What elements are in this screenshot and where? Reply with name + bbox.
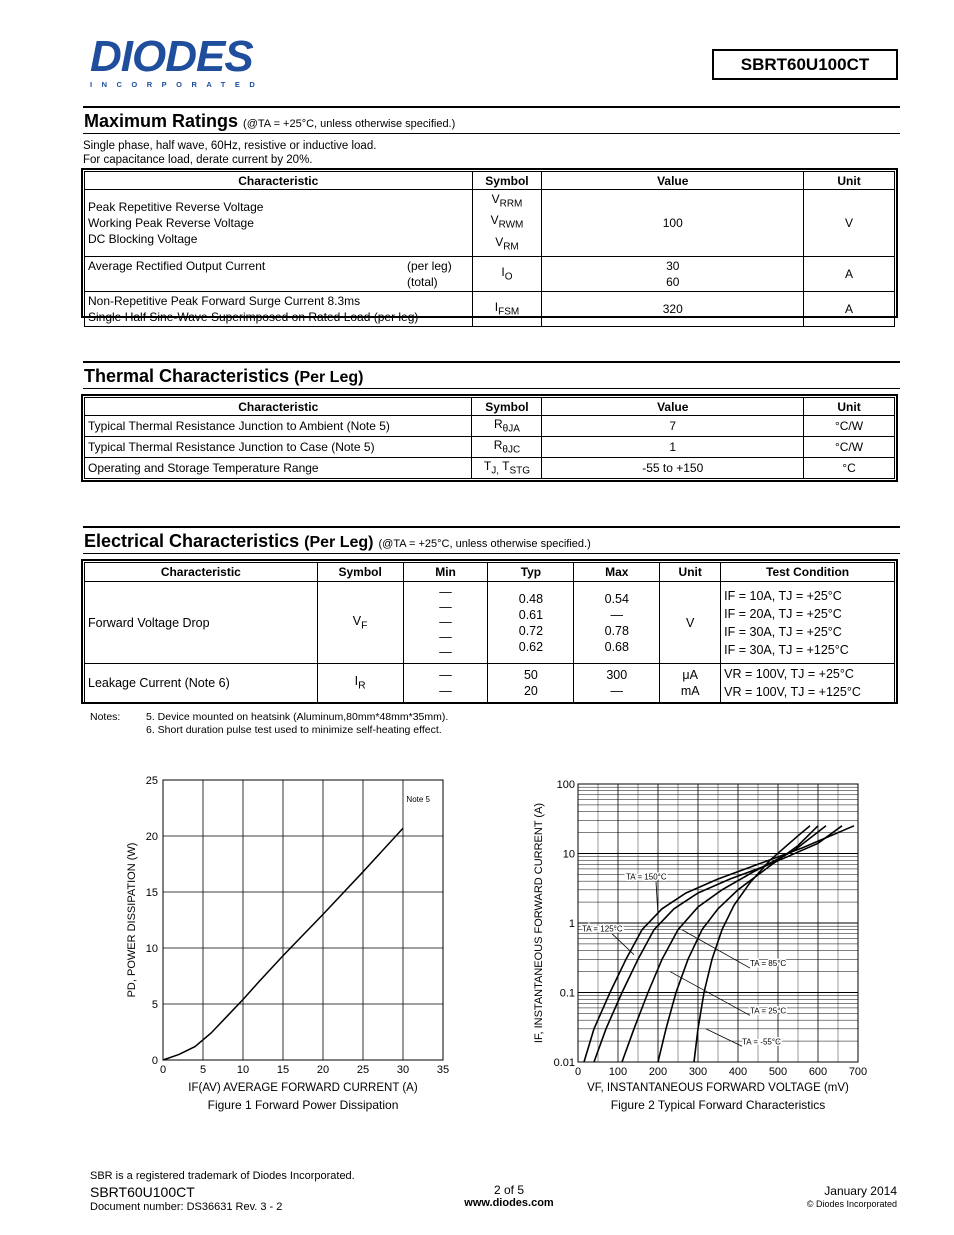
max-cell — [574, 664, 660, 703]
x-tick-label: 35 — [436, 1064, 450, 1076]
unit-cell: A — [804, 257, 895, 292]
x-tick-label: 500 — [768, 1066, 788, 1078]
series-label-leader — [706, 1029, 742, 1046]
x-tick-label: 15 — [276, 1064, 290, 1076]
min-cell — [403, 582, 488, 664]
min-value: — — [439, 600, 452, 614]
thermal-table — [84, 397, 895, 479]
max-value: 0.68 — [604, 639, 629, 654]
x-tick-label: 0 — [574, 1066, 582, 1078]
min-value: — — [439, 630, 452, 644]
footer-page: 2 of 5 — [493, 1183, 525, 1197]
table-cell: Operating and Storage Temperature Range — [85, 458, 472, 479]
x-tick-label: 10 — [236, 1064, 250, 1076]
table-cell: Leakage Current (Note 6) — [85, 664, 318, 703]
x-tick-label: 300 — [688, 1066, 708, 1078]
value-cell — [542, 257, 804, 292]
max-ratings-title — [84, 111, 455, 132]
section-rule — [83, 106, 900, 108]
col-header: Unit — [660, 563, 721, 582]
chart-title: Figure 2 Typical Forward Characteristics — [610, 1098, 826, 1112]
symbol-cell: $I_R$ — [317, 664, 403, 703]
x-tick-label: 100 — [608, 1066, 628, 1078]
series-label: TA = -55°C — [742, 1037, 781, 1047]
test-condition: IF = 30A, TJ = +25°C — [724, 624, 842, 639]
test-condition-cell — [721, 582, 895, 664]
footer-copyright: © Diodes Incorporated — [806, 1199, 897, 1209]
typ-value: 20 — [523, 684, 538, 698]
section-rule-thin — [83, 553, 900, 554]
electrical-condition: (@TA = +25°C, unless otherwise specified.) — [378, 538, 591, 550]
min-value: — — [439, 585, 452, 599]
section-rule — [83, 526, 900, 528]
test-condition: VR = 100V, TJ = +25°C — [724, 667, 854, 681]
max-value: 0.54 — [604, 591, 629, 606]
col-header: Max — [574, 563, 660, 582]
min-cell — [403, 664, 488, 703]
symbol-cell: $T_{J,}$ $T_{STG}$ — [472, 458, 542, 479]
section-rule — [83, 361, 900, 363]
unit-cell: °C/W — [804, 416, 895, 437]
electrical-heading: Electrical Characteristics — [84, 531, 300, 551]
max-ratings-condition: (@TA = +25°C, unless otherwise specified.) — [243, 118, 456, 130]
min-value: — — [439, 668, 452, 682]
series-label: TA = 25°C — [750, 1006, 787, 1016]
unit-cell: °C/W — [804, 437, 895, 458]
y-tick-label: 5 — [151, 999, 158, 1011]
table-cell — [85, 292, 473, 327]
section-rule-thin — [83, 133, 900, 134]
x-tick-label: 700 — [848, 1066, 868, 1078]
figure-2-plot — [533, 779, 867, 1112]
logo-text: DIODES — [90, 32, 253, 81]
col-header: Value — [542, 172, 804, 190]
series-label: TA = 150°C — [626, 872, 667, 882]
value-per-leg: 30 — [666, 259, 680, 274]
typ-value: 0.72 — [518, 623, 544, 638]
min-value: — — [439, 615, 452, 629]
test-condition: VR = 100V, TJ = +125°C — [724, 685, 861, 699]
table-cell: Typical Thermal Resistance Junction to Ambient (Note 5) — [85, 416, 472, 437]
note-annotation: Note 5 — [406, 795, 430, 804]
symbol-cell: $R_{\theta JA}$ — [472, 416, 542, 437]
value-cell: 100 — [542, 190, 804, 257]
test-condition: IF = 20A, TJ = +25°C — [724, 606, 842, 621]
footer-trademark: SBR is a registered trademark of Diodes Incorporated. — [90, 1170, 355, 1182]
footer-part: SBRT60U100CT — [90, 1184, 195, 1200]
max-ratings-heading: Maximum Ratings — [84, 111, 239, 131]
part-number-box: SBRT60U100CT — [712, 49, 898, 80]
col-header: Symbol — [472, 398, 542, 416]
unit-cell: V — [660, 582, 721, 664]
footer-url[interactable]: www.diodes.com — [464, 1197, 554, 1209]
series-label: TA = 125°C — [582, 924, 623, 934]
unit-cell: V — [804, 190, 895, 257]
symbol-cell: $V_F$ — [317, 582, 403, 664]
y-tick-label: 1 — [568, 918, 575, 930]
x-tick-label: 5 — [199, 1064, 207, 1076]
y-tick-label: 25 — [145, 775, 158, 787]
col-header: Characteristic — [85, 563, 318, 582]
unit-cell — [660, 664, 721, 703]
max-value: — — [610, 607, 624, 622]
thermal-heading: Thermal Characteristics — [84, 366, 290, 386]
qualifier — [407, 258, 452, 290]
unit-value: μA — [682, 668, 698, 682]
footer-docnum: Document number: DS36631 Rev. 3 - 2 — [90, 1201, 283, 1213]
unit-value: mA — [680, 684, 700, 698]
note-6: 6. Short duration pulse test used to minimize self-heating effect. — [146, 724, 442, 736]
symbol-cell: $R_{\theta JC}$ — [472, 437, 542, 458]
typ-value: 0.62 — [518, 639, 544, 654]
col-header: Test Condition — [721, 563, 895, 582]
typ-cell — [488, 582, 574, 664]
y-tick-label: 20 — [145, 831, 158, 843]
section-rule-thin — [83, 388, 900, 389]
col-header: Typ — [488, 563, 574, 582]
max-value: 300 — [606, 668, 628, 682]
typ-value: 50 — [523, 668, 538, 682]
table-cell: Typical Thermal Resistance Junction to Case (Note 5) — [85, 437, 472, 458]
max-ratings-table — [84, 171, 895, 327]
col-header: Symbol — [472, 172, 542, 190]
electrical-subtitle: (Per Leg) — [304, 534, 374, 551]
min-value: — — [439, 645, 452, 659]
table-cell — [85, 257, 473, 292]
unit-cell: °C — [804, 458, 895, 479]
electrical-table — [84, 562, 895, 703]
figure-2-chart — [515, 770, 895, 1115]
symbol-cell: $I_{FSM}$ — [472, 292, 542, 327]
figure-1-chart — [110, 770, 470, 1115]
symbol-cell: $I_O$ — [472, 257, 542, 292]
thermal-subtitle: (Per Leg) — [294, 369, 364, 386]
x-tick-label: 600 — [808, 1066, 828, 1078]
col-header: Unit — [804, 398, 895, 416]
value-total: 60 — [666, 275, 680, 290]
y-tick-label: 0.01 — [553, 1057, 575, 1069]
typ-value: 0.48 — [518, 591, 544, 606]
note-5: 5. Device mounted on heatsink (Aluminum,80mm*48mm*35mm). — [146, 711, 449, 723]
x-tick-label: 30 — [396, 1064, 410, 1076]
value-cell: 320 — [542, 292, 804, 327]
qualifier-per-leg: (per leg) — [407, 259, 452, 274]
series-label-leader — [612, 934, 634, 955]
col-header: Unit — [804, 172, 895, 190]
plot-frame — [163, 780, 443, 1060]
qualifier-total: (total) — [407, 275, 438, 290]
diodes-logo — [90, 32, 280, 89]
notes-label: Notes: — [90, 711, 121, 723]
footer-date: January 2014 — [824, 1184, 897, 1198]
series-label: TA = 85°C — [750, 959, 787, 969]
test-condition-cell — [721, 664, 895, 703]
value-cell: 7 — [542, 416, 804, 437]
y-tick-label: 10 — [562, 848, 575, 861]
x-tick-label: 25 — [356, 1064, 370, 1076]
y-tick-label: 10 — [145, 943, 158, 955]
min-value: — — [439, 684, 452, 698]
x-tick-label: 20 — [316, 1064, 330, 1076]
table-cell: Forward Voltage Drop — [85, 582, 318, 664]
char-text: Non-Repetitive Peak Forward Surge Current 8.3ms — [88, 294, 361, 309]
symbol-cell: $V_{RRM}$ $V_{RWM}$ $V_{RM}$ — [472, 190, 542, 257]
x-tick-label: 400 — [728, 1066, 748, 1078]
y-tick-label: 0 — [151, 1055, 158, 1067]
y-axis-label: IF, INSTANTANEOUS FORWARD CURRENT (A) — [533, 802, 545, 1044]
y-tick-label: 100 — [556, 779, 575, 791]
x-tick-label: 0 — [159, 1064, 167, 1076]
max-value: — — [610, 684, 624, 698]
y-tick-label: 15 — [145, 887, 158, 899]
col-header: Characteristic — [85, 398, 472, 416]
char-text: Peak Repetitive Reverse Voltage — [88, 200, 264, 215]
value-cell: 1 — [542, 437, 804, 458]
char-text: DC Blocking Voltage — [88, 232, 198, 247]
x-tick-label: 200 — [648, 1066, 668, 1078]
char-text: Average Rectified Output Current — [88, 259, 266, 274]
table-cell — [85, 190, 473, 257]
unit-cell: A — [804, 292, 895, 327]
typ-value: 0.61 — [518, 607, 544, 622]
thermal-title — [84, 366, 363, 387]
y-tick-label: 0.1 — [559, 987, 575, 1000]
electrical-title — [84, 531, 591, 552]
col-header: Min — [403, 563, 488, 582]
max-ratings-note-1: Single phase, half wave, 60Hz, resistive or inductive load. — [83, 140, 377, 152]
logo-subtext: INCORPORATED — [90, 80, 265, 89]
typ-cell — [488, 664, 574, 703]
x-axis-label: IF(AV) AVERAGE FORWARD CURRENT (A) — [188, 1082, 418, 1094]
test-condition: IF = 30A, TJ = +125°C — [724, 642, 849, 657]
max-value: 0.78 — [604, 623, 629, 638]
y-axis-label: PD, POWER DISSIPATION (W) — [126, 842, 138, 998]
x-axis-label: VF, INSTANTANEOUS FORWARD VOLTAGE (mV) — [587, 1082, 849, 1094]
value-cell: -55 to +150 — [542, 458, 804, 479]
char-text: Working Peak Reverse Voltage — [88, 216, 254, 231]
col-header: Symbol — [317, 563, 403, 582]
col-header: Value — [542, 398, 804, 416]
test-condition: IF = 10A, TJ = +25°C — [724, 588, 842, 603]
chart-title: Figure 1 Forward Power Dissipation — [207, 1098, 399, 1112]
max-cell — [574, 582, 660, 664]
col-header: Characteristic — [85, 172, 473, 190]
char-text: Single Half Sine-Wave Superimposed on Rated Load (per leg) — [88, 310, 419, 325]
max-ratings-note-2: For capacitance load, derate current by 20%. — [83, 154, 313, 166]
figure-1-plot — [126, 775, 449, 1112]
